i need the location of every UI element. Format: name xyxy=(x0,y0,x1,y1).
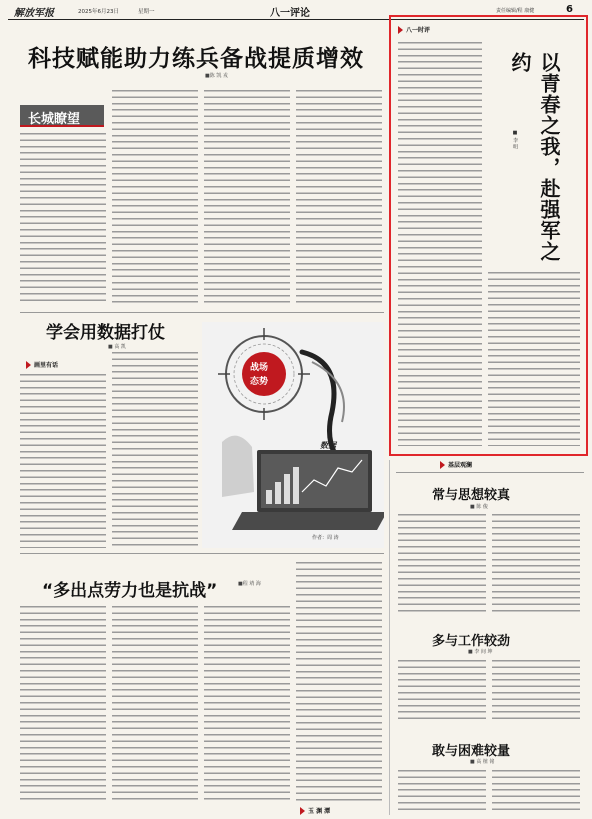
data-illustration xyxy=(202,322,384,548)
grassroots-title-1: 常与思想较真 xyxy=(432,488,511,503)
section-name: 八一评论 xyxy=(270,8,310,19)
commentary-title: 以青春之我，赴强军之约 xyxy=(508,52,561,262)
commentary-col-1 xyxy=(398,40,482,446)
illustration-word-taishi: 态势 xyxy=(250,377,269,387)
column-tag-bayi-shiping xyxy=(398,25,430,34)
column-divider xyxy=(389,460,390,815)
data-article-col-1 xyxy=(20,372,106,548)
grassroots-3-col-2 xyxy=(492,768,580,812)
triangle-icon xyxy=(398,26,403,34)
grassroots-author-1: ■ 陈 俊 xyxy=(470,504,488,510)
divider-2 xyxy=(20,553,384,554)
effort-article-title: “多出点劳力也是抗战” xyxy=(42,581,218,601)
main-article-col-4 xyxy=(296,88,382,306)
effort-col-3 xyxy=(204,604,290,804)
illustration-word-shuju: 数据 xyxy=(320,440,336,450)
main-article-title: 科技赋能助力练兵备战提质增效 xyxy=(28,46,364,72)
paper-name: 解放军报 xyxy=(14,8,54,19)
triangle-icon xyxy=(300,807,305,815)
bayi-shiping-tag-label: 八一时评 xyxy=(406,27,431,34)
triangle-icon xyxy=(26,361,31,369)
effort-col-4 xyxy=(296,560,382,804)
grassroots-title-3: 敢与困难较量 xyxy=(432,744,511,759)
grassroots-author-3: ■ 高 植 铭 xyxy=(470,759,495,765)
grassroots-1-col-2 xyxy=(492,512,580,612)
illustration-graphic xyxy=(202,322,384,548)
effort-col-2 xyxy=(112,604,198,804)
grassroots-3-col-1 xyxy=(398,768,486,812)
editor-credit: 责任编辑/程 康健 xyxy=(496,8,535,14)
divider-1 xyxy=(20,312,384,313)
page-number: 6 xyxy=(566,4,573,15)
data-article-title: 学会用数据打仗 xyxy=(46,323,165,343)
main-article-col-3 xyxy=(204,88,290,306)
triangle-icon xyxy=(440,461,445,469)
commentary-author: ■ 李 明 xyxy=(512,130,518,150)
effort-col-1 xyxy=(20,604,106,804)
issue-date: 2025年6月23日 xyxy=(78,9,119,15)
column-tag-jiceng xyxy=(440,460,472,469)
data-article-author: ■ 高 凯 xyxy=(108,344,126,350)
column-tag-huali xyxy=(26,360,58,369)
grassroots-2-col-2 xyxy=(492,658,580,722)
issue-weekday: 星期一 xyxy=(138,9,155,15)
jiceng-rule xyxy=(396,472,584,473)
grassroots-2-col-1 xyxy=(398,658,486,722)
effort-article-author: ■程 靖 海 xyxy=(238,581,261,587)
main-article-author: ■陈 凯 戎 xyxy=(205,73,228,79)
yuyuantan-tag-label: 玉 渊 潭 xyxy=(308,808,331,815)
illustration-credit: 作者：周 涛 xyxy=(312,535,339,541)
commentary-col-2 xyxy=(488,270,580,446)
grassroots-1-col-1 xyxy=(398,512,486,612)
changcheng-tag-label: 长城瞭望 xyxy=(28,112,81,127)
grassroots-author-2: ■ 李 间 坤 xyxy=(468,649,493,655)
illustration-word-zhanchang: 战场 xyxy=(250,363,269,373)
column-tag-changcheng xyxy=(20,105,104,127)
huali-tag-label: 画里有话 xyxy=(34,362,59,369)
column-tag-yuyuantan xyxy=(300,806,330,815)
main-article-col-1 xyxy=(20,131,106,306)
main-article-col-2 xyxy=(112,88,198,306)
jiceng-tag-label: 基层观澜 xyxy=(448,462,473,469)
grassroots-title-2: 多与工作较劲 xyxy=(432,634,511,649)
data-article-col-2 xyxy=(112,350,198,548)
